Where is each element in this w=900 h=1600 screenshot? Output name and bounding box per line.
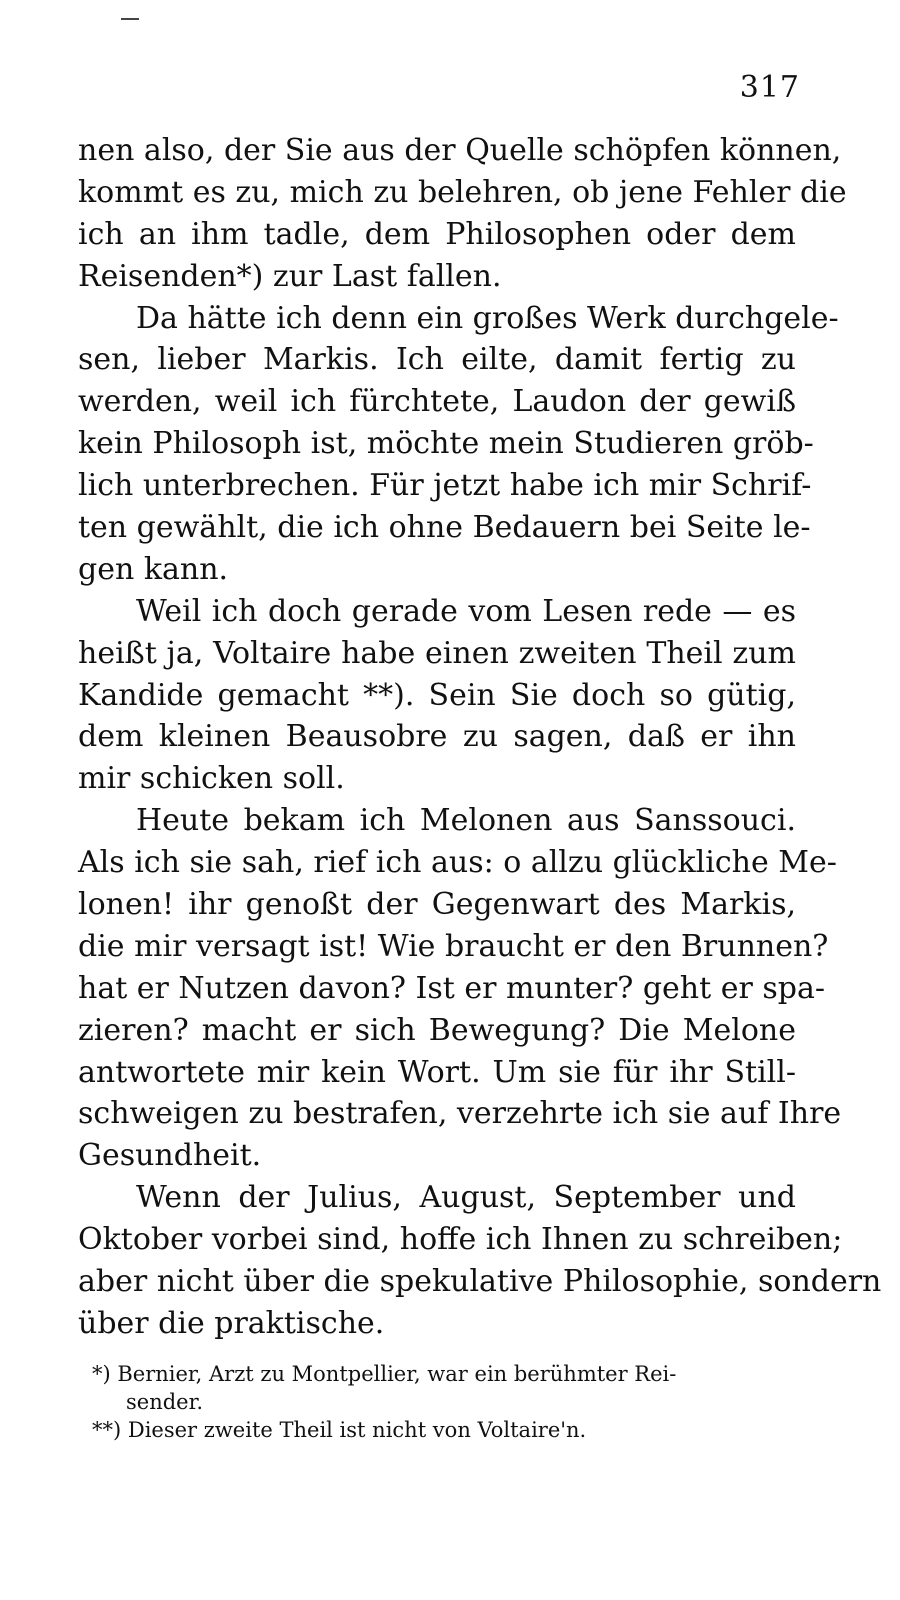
text-line: Wenn der Julius, August, September und [136, 1180, 796, 1216]
text-line: die mir versagt ist! Wie braucht er den Brunnen? [78, 928, 829, 964]
body-text [78, 130, 882, 1345]
text-line: Da hätte ich denn ein großes Werk durchgele- [136, 300, 839, 336]
text-line: mir schicken soll. [78, 761, 345, 797]
text-line: sen, lieber Markis. Ich eilte, damit fertig zu [78, 342, 796, 378]
text-line: Gesundheit. [78, 1138, 262, 1174]
text-line: gen kann. [78, 551, 229, 587]
text-line: ten gewählt, die ich ohne Bedauern bei Seite le- [78, 510, 811, 546]
text-line: heißt ja, Voltaire habe einen zweiten Theil zum [78, 635, 796, 671]
top-printer-mark [121, 18, 139, 20]
footnote-line: *) Bernier, Arzt zu Montpellier, war ein berühmter Rei- [92, 1362, 677, 1386]
text-line: dem kleinen Beausobre zu sagen, daß er ihn [78, 719, 796, 755]
text-line: über die praktische. [78, 1305, 385, 1341]
text-line: lonen! ihr genoßt der Gegenwart des Markis, [78, 887, 796, 923]
text-line: hat er Nutzen davon? Ist er munter? geht er spa- [78, 970, 825, 1006]
text-line: aber nicht über die spekulative Philosophie, sondern [78, 1264, 882, 1300]
text-line: werden, weil ich fürchtete, Laudon der gewiß [78, 384, 796, 420]
footnotes [92, 1360, 792, 1444]
page-number: 317 [739, 70, 800, 105]
footnote-line: sender. [126, 1390, 204, 1414]
text-line: Reisenden*) zur Last fallen. [78, 258, 502, 294]
text-line: schweigen zu bestrafen, verzehrte ich sie auf Ihre [78, 1096, 842, 1132]
text-line: kommt es zu, mich zu belehren, ob jene Fehler die [78, 174, 847, 210]
text-line: lich unterbrechen. Für jetzt habe ich mir Schrif- [78, 468, 812, 504]
text-line: Oktober vorbei sind, hoffe ich Ihnen zu schreiben; [78, 1222, 843, 1258]
text-line: nen also, der Sie aus der Quelle schöpfen können, [78, 133, 842, 168]
text-line: Als ich sie sah, rief ich aus: o allzu glückliche Me- [78, 845, 837, 881]
text-line: zieren? macht er sich Bewegung? Die Melone [78, 1012, 796, 1048]
text-line: Kandide gemacht **). Sein Sie doch so gütig, [78, 677, 796, 713]
text-line: kein Philosoph ist, möchte mein Studieren gröb- [78, 426, 814, 462]
text-line: antwortete mir kein Wort. Um sie für ihr Still- [78, 1054, 796, 1090]
text-line: Weil ich doch gerade vom Lesen rede — es [136, 593, 796, 629]
text-line: Heute bekam ich Melonen aus Sanssouci. [136, 803, 796, 839]
text-line: ich an ihm tadle, dem Philosophen oder dem [78, 216, 796, 252]
footnote-line: **) Dieser zweite Theil ist nicht von Voltaire'n. [92, 1418, 587, 1442]
